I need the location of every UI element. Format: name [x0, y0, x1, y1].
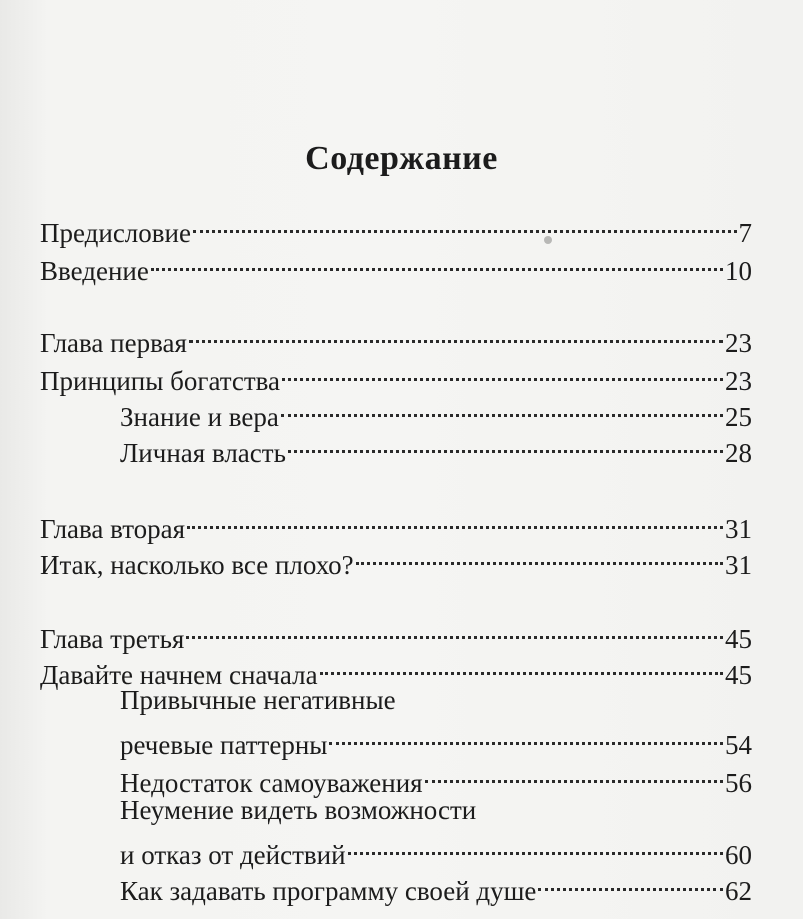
toc-entry [40, 648, 752, 690]
toc-subentry [120, 718, 752, 760]
toc-entry-label: Глава третья [40, 624, 185, 654]
toc-entry-label: и отказ от действий [120, 840, 346, 870]
toc-entry-label: Глава первая [40, 328, 187, 358]
dot-leader [189, 316, 723, 352]
toc-entry-page: 62 [725, 876, 752, 906]
toc-entry-page: 54 [725, 730, 752, 760]
dot-leader [288, 426, 723, 462]
toc-entry-label: Принципы богатства [40, 366, 281, 396]
toc-subentry-first-line: Неумение видеть возможности [120, 795, 477, 825]
dot-leader [281, 390, 723, 426]
toc-entry [40, 316, 752, 358]
toc-entry-page: 45 [725, 624, 752, 654]
dot-leader [193, 206, 737, 242]
dot-leader [538, 864, 723, 900]
toc-entry-label: Предисловие [40, 218, 191, 248]
toc-entry-page: 31 [725, 550, 752, 580]
dot-leader [356, 538, 723, 574]
toc-entry-label: Недостаток самоуважения [120, 768, 423, 798]
toc-entry [40, 502, 752, 544]
toc-entry-page: 10 [725, 256, 752, 286]
page-title: Содержание [305, 140, 498, 177]
dot-leader [348, 828, 723, 864]
toc-entry [40, 206, 752, 248]
toc-subentry [120, 756, 752, 798]
toc-subentry [120, 828, 752, 870]
dot-leader [425, 756, 723, 792]
toc-entry-label: речевые паттерны [120, 730, 328, 760]
dot-leader [151, 244, 723, 280]
toc-entry-page: 60 [725, 840, 752, 870]
toc-entry-page: 45 [725, 660, 752, 690]
dot-leader [187, 502, 723, 538]
toc-entry [40, 612, 752, 654]
toc-entry-label: Итак, насколько все плохо? [40, 550, 354, 580]
toc-entry-label: Как задавать программу своей душе [120, 876, 537, 906]
toc-entry-label: Знание и вера [120, 402, 279, 432]
toc-entry-page: 7 [738, 218, 752, 248]
toc-entry-label: Глава вторая [40, 514, 186, 544]
toc-entry-page: 28 [725, 438, 752, 468]
toc-entry-label: Личная власть [120, 438, 286, 468]
toc-entry [40, 354, 752, 396]
toc-entry [40, 538, 752, 580]
toc-entry-page: 56 [725, 768, 752, 798]
dot-leader [320, 648, 723, 684]
toc-entry-label: Введение [40, 256, 149, 286]
toc-subentry-first-line: Привычные негативные [120, 685, 396, 715]
toc-entry-page: 31 [725, 514, 752, 544]
toc-entry-label: Давайте начнем сначала [40, 660, 318, 690]
dot-leader [282, 354, 723, 390]
toc-subentry [120, 864, 752, 906]
toc-subentry [120, 426, 752, 468]
dot-leader [329, 718, 723, 754]
toc-entry [40, 244, 752, 286]
toc-subentry [120, 390, 752, 432]
toc-entry-page: 25 [725, 402, 752, 432]
toc-entry-page: 23 [725, 328, 752, 358]
toc-entry-page: 23 [725, 366, 752, 396]
dot-leader [186, 612, 723, 648]
